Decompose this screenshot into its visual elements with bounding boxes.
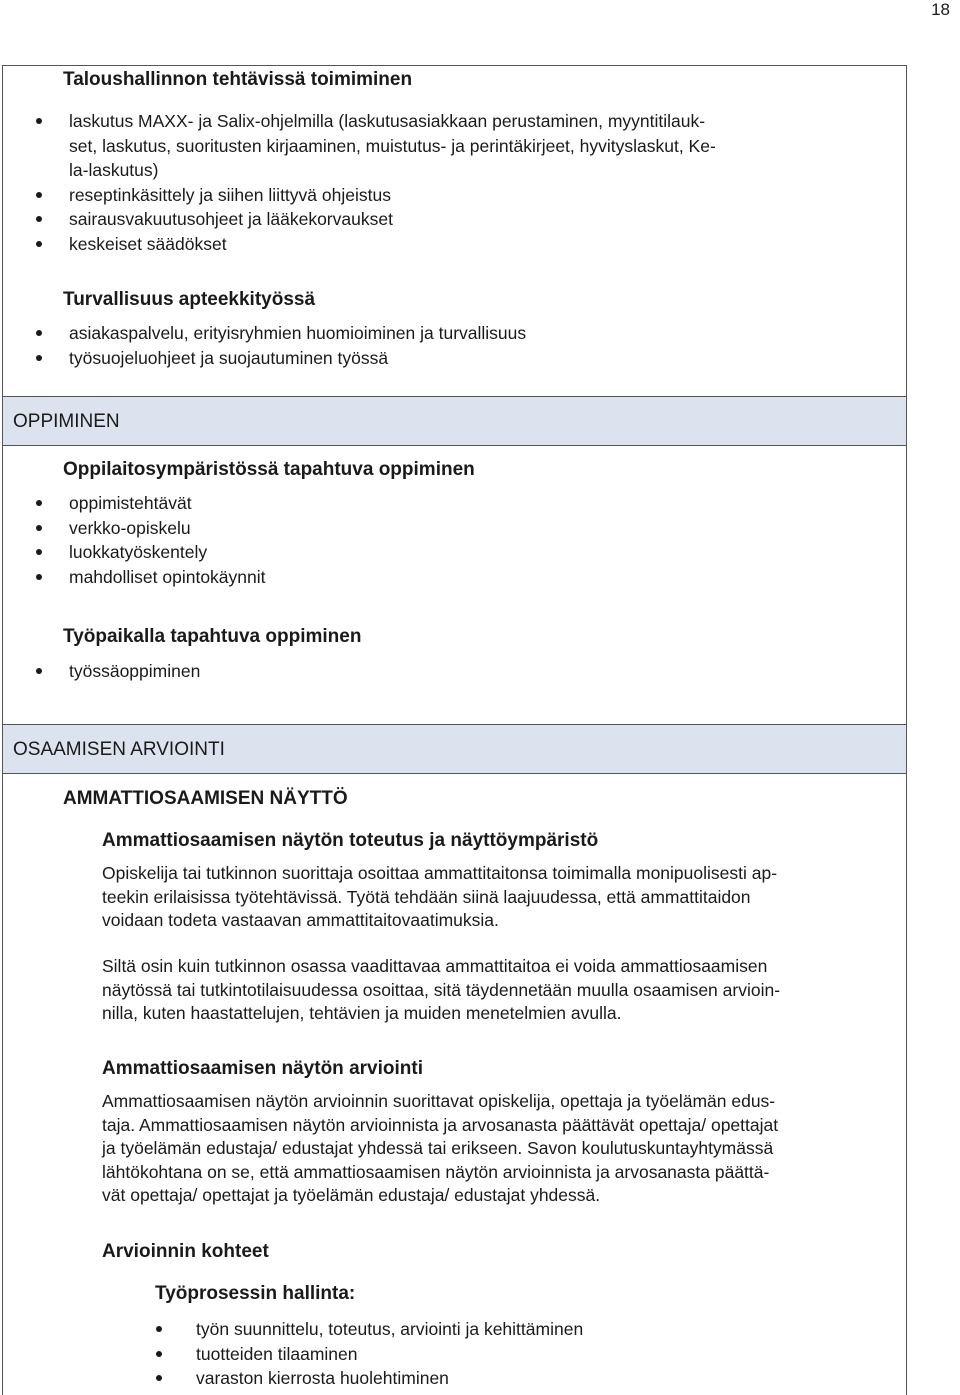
paragraph-toteutus-2: Siltä osin kuin tutkinnon osassa vaadittavaa ammattitaitoa ei voida ammattiosaamisen näytössä tai tutkintotilaisuudessa osoittaa, sitä täydennetään muulla osaamisen arvioin- nilla, kuten haastattelujen, tehtävien ja muiden menetelmien avulla. — [102, 956, 781, 1023]
document-frame — [2, 65, 907, 1395]
section-band-oppiminen — [3, 396, 906, 446]
tyoprosessi-list — [123, 1317, 823, 1391]
list-item: luokkatyöskentely — [3, 540, 883, 565]
band-title: OPPIMINEN — [13, 411, 120, 432]
list-item: asiakaspalvelu, erityisryhmien huomioiminen ja turvallisuus — [3, 321, 883, 346]
list-item: laskutus MAXX- ja Salix-ohjelmilla (laskutusasiakkaan perustaminen, myyntitilauk- set, laskutus, suoritusten kirjaaminen, muistutus- ja perintäkirjeet, hyvityslaskut, Ke- la-laskutus) — [3, 109, 883, 183]
list-item: sairausvakuutusohjeet ja lääkekorvaukset — [3, 207, 883, 232]
subheading-kohteet: Arvioinnin kohteet — [102, 1241, 269, 1262]
subheading-arviointi: Ammattiosaamisen näytön arviointi — [102, 1058, 423, 1079]
list-item: työsuojeluohjeet ja suojautuminen työssä — [3, 346, 883, 371]
oppilaitos-list — [3, 491, 883, 589]
subheading-toteutus: Ammattiosaamisen näytön toteutus ja näyttöympäristö — [102, 830, 599, 851]
turvallisuus-list — [3, 321, 883, 370]
list-item: reseptinkäsittely ja siihen liittyvä ohjeistus — [3, 183, 883, 208]
paragraph-toteutus-1: Opiskelija tai tutkinnon suorittaja osoittaa ammattitaitonsa toimimalla monipuolisesti ap- teekin erilaisissa työtehtävissä. Työtä tehdään siinä laajuudessa, että ammattitaidon voidaan todeta vastaavan ammattitaitovaatimuksia. — [102, 863, 778, 930]
list-item: työssäoppiminen — [3, 659, 883, 684]
section-heading-turvallisuus: Turvallisuus apteekkityössä — [63, 289, 316, 310]
list-item: verkko-opiskelu — [3, 516, 883, 541]
page-number: 18 — [931, 0, 950, 19]
section-heading-oppilaitos: Oppilaitosympäristössä tapahtuva oppiminen — [63, 459, 475, 480]
list-item: keskeiset säädökset — [3, 232, 883, 257]
subheading-tyoprosessi: Työprosessin hallinta: — [155, 1283, 356, 1304]
list-item: varaston kierrosta huolehtiminen — [123, 1366, 823, 1391]
list-item: mahdolliset opintokäynnit — [3, 565, 883, 590]
section-band-arviointi — [3, 724, 906, 774]
section-heading-taloushallinto: Taloushallinnon tehtävissä toimiminen — [63, 69, 413, 90]
section-heading-naytto: AMMATTIOSAAMISEN NÄYTTÖ — [63, 788, 348, 809]
taloushallinto-list — [3, 109, 883, 256]
tyopaikka-list — [3, 659, 883, 684]
band-title: OSAAMISEN ARVIOINTI — [13, 739, 225, 760]
list-item: oppimistehtävät — [3, 491, 883, 516]
paragraph-arviointi: Ammattiosaamisen näytön arvioinnin suorittavat opiskelija, opettaja ja työelämän edus- taja. Ammattiosaamisen näytön arvioinnista ja arvosanasta päättävät opettaja/ opettajat ja työelämän edustaja/ edustajat yhdessä tai erikseen. Savon koulutuskuntayhtymässä lähtökohtana on se, että ammattiosaamisen näytön arvioinnista ja arvosanasta päättä- vät opettaja/ opettajat ja työelämän edustaja/ edustajat yhdessä. — [102, 1091, 779, 1205]
list-item: tuotteiden tilaaminen — [123, 1342, 823, 1367]
section-heading-tyopaikka: Työpaikalla tapahtuva oppiminen — [63, 626, 362, 647]
list-item: työn suunnittelu, toteutus, arviointi ja kehittäminen — [123, 1317, 823, 1342]
